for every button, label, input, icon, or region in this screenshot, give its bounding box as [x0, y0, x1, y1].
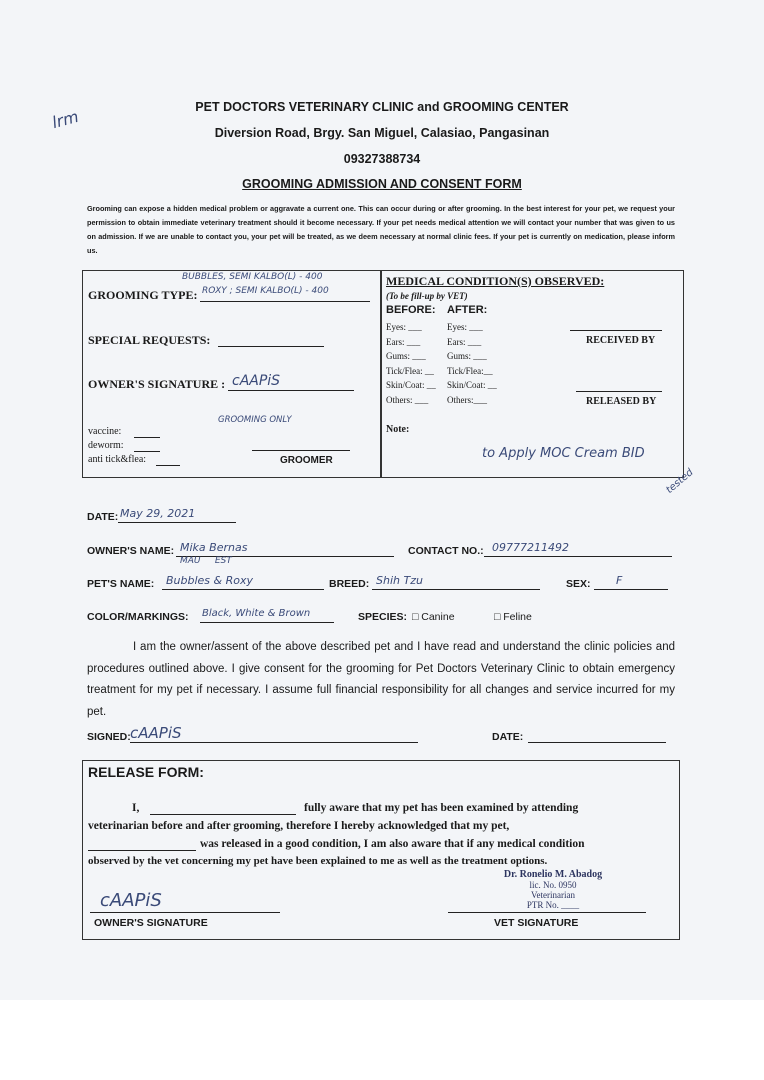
medical-title: MEDICAL CONDITION(S) OBSERVED: [386, 274, 605, 288]
release-pet-line[interactable] [88, 850, 196, 851]
color-line [200, 622, 334, 623]
form-title: GROOMING ADMISSION AND CONSENT FORM [242, 177, 522, 191]
after-skin[interactable]: Skin/Coat: __ [447, 380, 497, 390]
before-list [386, 320, 436, 407]
clinic-address: Diversion Road, Brgy. San Miguel, Calasiao, Pangasinan [214, 126, 550, 140]
breed-label: BREED: [329, 578, 370, 590]
grooming-type-label: GROOMING TYPE: [88, 288, 198, 302]
signed-label: SIGNED: [87, 731, 131, 743]
release-owner-signature: cAAPiS [100, 890, 162, 911]
sex-value: F [616, 574, 623, 587]
medical-subtitle: (To be fill-up by VET) [386, 291, 468, 301]
species-feline[interactable]: □ Feline [494, 611, 532, 623]
after-list [447, 320, 497, 407]
note-label: Note: [386, 424, 410, 435]
consent-text: I am the owner/assent of the above described pet and I have read and understand the clinic policies and procedures outlined above. I give consent for the grooming for Pet Doctors Veterinary Clinic to obtain emergency treatment for my pet if necessary. I assume full financial responsibility for all changes and service incurred for my pet. [87, 641, 675, 718]
after-eyes[interactable]: Eyes: ___ [447, 322, 483, 332]
clinic-name: PET DOCTORS VETERINARY CLINIC and GROOMING CENTER [195, 100, 569, 114]
release-line4: observed by the vet concerning my pet have been explained to me as well as the treatment options. [88, 855, 548, 867]
deworm-line [134, 451, 160, 452]
owner-name-value: Mika Bernas [180, 541, 248, 554]
released-by-line [576, 391, 662, 392]
deworm-label: deworm: [88, 440, 124, 451]
groomer-label: GROOMER [280, 455, 333, 466]
sex-line [594, 589, 668, 590]
pet-name-line [162, 589, 324, 590]
date-label: DATE: [87, 511, 119, 523]
pet-name-value: Bubbles & Roxy [166, 574, 254, 587]
vet-stamp-name: Dr. Ronelio M. Abadog [503, 869, 603, 880]
groomer-line [252, 450, 350, 451]
contact-label: CONTACT NO.: [408, 545, 484, 557]
color-value: Black, White & Brown [202, 608, 311, 619]
owner-name-label: OWNER'S NAME: [87, 545, 175, 557]
before-skin[interactable]: Skin/Coat: __ [386, 380, 436, 390]
vet-stamp [478, 870, 628, 910]
vet-signature-line [448, 912, 646, 913]
tested-note: tested [664, 467, 696, 496]
release-line2: veterinarian before and after grooming, therefore I hereby acknowledged that my pet, [88, 820, 510, 832]
special-requests-label: SPECIAL REQUESTS: [88, 333, 211, 347]
released-by-label: RELEASED BY [586, 396, 657, 407]
pet-name-label: PET'S NAME: [87, 578, 155, 590]
date-value: May 29, 2021 [120, 507, 196, 520]
grooming-note-top: BUBBLES, SEMI KALBO(L) - 400 [182, 272, 323, 282]
vaccine-label: vaccine: [88, 426, 122, 437]
grooming-type-line [200, 301, 370, 302]
date-line [118, 522, 236, 523]
owner-signature-value: cAAPiS [232, 373, 281, 389]
intro-text: Grooming can expose a hidden medical problem or aggravate a current one. This can occur during or after grooming. In the best interest for your pet, we request your permission to obtain immediate veterinary treatment should it become necessary. If your pet needs medical attention we will contact your number that was given to us on admission. If we are unable to contact you, your pet will be treated, as we deem necessary at normal clinic fees. If your pet is currently on medication, please inform us. [87, 204, 675, 255]
release-owner-label: OWNER'S SIGNATURE [94, 917, 208, 929]
breed-value: Shih Tzu [376, 574, 423, 587]
tick-label: anti tick&flea: [88, 454, 147, 465]
contact-value: 09777211492 [492, 541, 569, 554]
clinic-phone: 09327388734 [343, 152, 421, 166]
grooming-only-note: GROOMING ONLY [218, 415, 292, 425]
species-canine[interactable]: □ Canine [412, 611, 455, 623]
vaccine-line [134, 437, 160, 438]
vet-stamp-lic: lic. No. 0950 [529, 880, 577, 890]
signed-line [130, 742, 418, 743]
release-i: I, [132, 802, 140, 814]
received-by-label: RECEIVED BY [586, 335, 656, 346]
release-owner-line [90, 912, 280, 913]
owner-name-sub: MAU EST [180, 556, 232, 566]
color-label: COLOR/MARKINGS: [87, 611, 189, 623]
owner-signature-label: OWNER'S SIGNATURE : [88, 377, 226, 391]
before-eyes[interactable]: Eyes: ___ [386, 322, 422, 332]
special-requests-line[interactable] [218, 346, 324, 347]
tick-line [156, 465, 180, 466]
signed-value: cAAPiS [130, 724, 182, 742]
before-gums[interactable]: Gums: ___ [386, 351, 426, 361]
contact-line [484, 556, 672, 557]
vet-signature-label: VET SIGNATURE [494, 917, 579, 929]
species-label: SPECIES: [358, 611, 408, 623]
note-value: to Apply MOC Cream BID [482, 446, 645, 461]
breed-line [372, 589, 540, 590]
grooming-type-value: ROXY ; SEMI KALBO(L) - 400 [202, 286, 329, 296]
release-name-line[interactable] [150, 814, 296, 815]
received-by-line [570, 330, 662, 331]
vet-stamp-ptr: PTR No. ____ [526, 900, 580, 910]
before-label: BEFORE: [386, 304, 436, 316]
owner-signature-line [228, 390, 354, 391]
margin-note: lrm [49, 106, 81, 133]
signed-date-line[interactable] [528, 742, 666, 743]
sex-label: SEX: [566, 578, 591, 590]
release-line1: fully aware that my pet has been examined by attending [304, 802, 579, 814]
before-tick[interactable]: Tick/Flea: __ [386, 365, 434, 376]
vet-stamp-title: Veterinarian [531, 890, 575, 900]
after-gums[interactable]: Gums: ___ [447, 351, 487, 361]
release-title: RELEASE FORM: [88, 764, 204, 780]
before-others[interactable]: Others: ___ [386, 394, 429, 405]
after-others[interactable]: Others:___ [447, 394, 487, 405]
before-ears[interactable]: Ears: ___ [386, 336, 421, 347]
after-tick[interactable]: Tick/Flea:__ [447, 365, 493, 376]
release-line3: was released in a good condition, I am also aware that if any medical condition [200, 838, 585, 850]
after-ears[interactable]: Ears: ___ [447, 336, 482, 347]
signed-date-label: DATE: [492, 731, 524, 743]
after-label: AFTER: [447, 304, 488, 316]
